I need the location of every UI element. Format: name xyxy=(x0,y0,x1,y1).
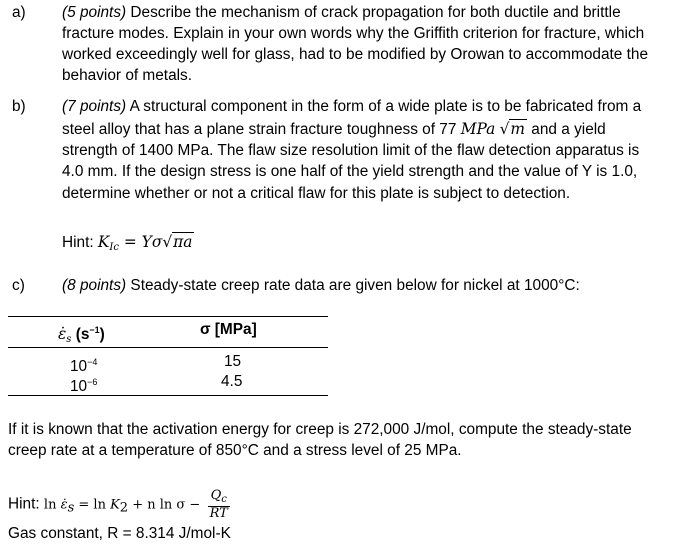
row-2-rate-base: 10 xyxy=(70,378,88,395)
table-row-2-rate xyxy=(70,373,97,396)
rate-symbol: ε̇ xyxy=(58,325,67,343)
part-b-line-5: determine whether or not a critical flaw for this plate is subject to detection. xyxy=(62,185,571,202)
table-header-stress: σ [MPa] xyxy=(200,321,257,338)
rate-unit: (s xyxy=(75,326,90,343)
part-c-hint xyxy=(8,489,230,520)
part-c-points: (8 points) xyxy=(62,277,127,294)
hint-fraction-num: $Q_c$ xyxy=(208,489,230,507)
hint-sqrt: πa xyxy=(173,233,193,251)
toughness-unit: MPa xyxy=(460,120,496,138)
hint-fraction-den: RT xyxy=(209,506,228,521)
part-c-label: c) xyxy=(12,277,25,294)
part-b-hint-label: Hint: xyxy=(62,234,98,251)
rate-unit-exp: −1 xyxy=(89,325,100,335)
part-a-points: (5 points) xyxy=(62,4,127,21)
part-a-line-4: behavior of metals. xyxy=(62,67,193,84)
part-b-line-4: 4.0 mm. If the design stress is one half of the yield strength and the value of Y is 1.0, xyxy=(62,163,638,180)
part-b-label: b) xyxy=(12,98,26,115)
row-1-rate-base: 10 xyxy=(70,358,88,375)
gas-constant: Gas constant, R = 8.314 J/mol-K xyxy=(8,525,231,542)
table-header-rule xyxy=(8,347,328,348)
hint-fraction xyxy=(208,489,230,520)
part-c-intro: Steady-state creep rate data are given below for nickel at 1000°C: xyxy=(126,277,580,294)
part-c-question-2: creep rate at a temperature of 850°C and a stress level of 25 MPa. xyxy=(8,442,462,459)
rate-unit-close: ) xyxy=(99,326,105,343)
hint-k2-sub: 2 xyxy=(119,500,129,516)
part-a-text-1: Describe the mechanism of crack propagation for both ductile and brittle xyxy=(126,4,621,21)
hint-mid: = ln xyxy=(74,497,111,513)
hint-eps: ε̇ xyxy=(60,497,68,513)
hint-k: K xyxy=(97,233,110,251)
hint-eps-sub: s xyxy=(67,500,75,516)
part-a-line-1 xyxy=(62,3,621,23)
hint-ln: ln xyxy=(43,497,61,513)
hint-equation: = Yσ xyxy=(118,233,163,251)
table-header-rate xyxy=(58,321,105,349)
rate-symbol-sub: s xyxy=(66,334,72,345)
part-a-line-3: worked exceedingly well for glass, had to be modified by Orowan to accommodate the xyxy=(62,46,649,63)
table-top-rule xyxy=(8,316,328,317)
part-c-hint-label: Hint: xyxy=(8,495,44,513)
part-c-line-1 xyxy=(62,276,580,296)
part-b-line-2: steel alloy that has a plane strain fracture toughness of 77 MPa √m and a yield xyxy=(62,120,606,138)
row-1-rate-exp: −4 xyxy=(87,357,98,367)
part-b-line-3: strength of 1400 MPa. The flaw size resolution limit of the flaw detection apparatus is xyxy=(62,142,640,159)
part-b-line-1 xyxy=(62,97,641,117)
part-a-line-2: fracture modes. Explain in your own words why the Griffith criterion for fracture, which xyxy=(62,25,645,42)
hint-k-sub: Ic xyxy=(109,242,119,253)
part-b-text-1: A structural component in the form of a wide plate is to be fabricated from a xyxy=(126,98,642,115)
row-2-rate-exp: −6 xyxy=(87,377,98,387)
part-b-text-2: steel alloy that has a plane strain fracture toughness of 77 xyxy=(62,121,461,138)
table-row-2-stress: 4.5 xyxy=(221,373,243,390)
table-row-1-stress: 15 xyxy=(224,353,242,370)
part-b-text-2-end: and a yield xyxy=(527,121,606,138)
part-c-question-1: If it is known that the activation energy for creep is 272,000 J/mol, compute the steady-state xyxy=(8,421,632,438)
hint-k2: K xyxy=(110,497,120,513)
part-b-hint: Hint: $K_{Ic} = Y\sigma√\pi a$ xyxy=(62,233,193,253)
hint-n-term: + n ln σ − xyxy=(128,497,201,513)
part-a-label: a) xyxy=(12,4,26,21)
toughness-sqrt: m xyxy=(510,120,526,138)
table-bottom-rule xyxy=(8,395,328,396)
part-b-points: (7 points) xyxy=(62,98,127,115)
